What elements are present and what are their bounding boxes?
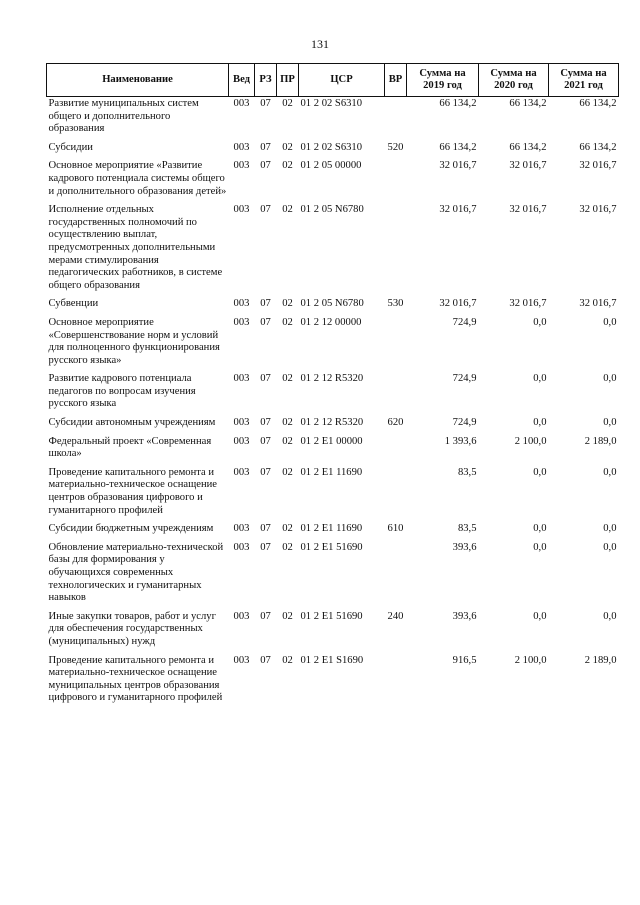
row-sum-2019: 916,5 [452,654,477,666]
row-csr: 01 2 E1 11690 [300,466,363,478]
row-name: Иные закупки товаров, работ и услуг для обеспечения государственных (муниципальных) нужд [48,610,216,647]
budget-table [46,63,619,710]
row-rz: 07 [260,541,271,553]
row-rz: 07 [260,373,271,385]
row-pr: 02 [282,373,293,385]
row-ved: 003 [233,610,250,622]
row-sum-2021: 0,0 [603,417,617,429]
row-vr: 530 [387,298,404,310]
row-vr: 240 [387,610,404,622]
table-row [47,97,619,141]
row-sum-2019: 724,9 [452,316,477,328]
header-sum-2020: Сумма на 2020 год [479,64,549,97]
header-sum-2021: Сумма на 2021 год [549,64,619,97]
row-ved: 003 [233,298,250,310]
row-csr: 01 2 02 S6310 [300,98,363,109]
row-sum-2019: 393,6 [452,610,477,622]
header-sum-2019: Сумма на 2019 год [407,64,479,97]
row-sum-2021: 66 134,2 [579,98,617,109]
row-vr [385,435,407,466]
row-sum-2021: 66 134,2 [579,141,617,153]
row-ved: 003 [233,466,250,478]
row-sum-2020: 32 016,7 [509,298,547,310]
row-pr: 02 [282,466,293,478]
row-sum-2019: 1 393,6 [444,435,477,447]
row-pr: 02 [282,610,293,622]
header-name: Наименование [47,64,229,97]
row-pr: 02 [282,523,293,535]
row-pr: 02 [282,160,293,172]
row-pr: 02 [282,417,293,429]
row-name: Основное мероприятие «Совершенствование норм и условий для полноценного функционирования русского языка» [48,316,220,366]
row-name: Развитие кадрового потенциала педагогов по вопросам изучения русского языка [48,373,196,410]
row-rz: 07 [260,98,271,109]
row-vr [385,97,407,141]
header-rz: РЗ [255,64,277,97]
row-pr: 02 [282,141,293,153]
row-sum-2019: 83,5 [457,466,477,478]
table-row [47,372,619,416]
header-row [47,64,619,97]
row-sum-2020: 0,0 [533,417,547,429]
header-csr: ЦСР [299,64,385,97]
row-name: Обновление материально-технической базы для формирования у обучающихся современных технологических и гуманитарных навыков [48,541,224,604]
row-name: Субсидии [48,141,93,153]
table-header [47,64,619,97]
row-csr: 01 2 E1 51690 [300,610,363,622]
row-sum-2021: 0,0 [603,523,617,535]
row-sum-2019: 32 016,7 [439,204,477,216]
row-sum-2021: 0,0 [603,316,617,328]
row-csr: 01 2 12 00000 [300,316,362,328]
table-row [47,203,619,297]
page-number: 131 [311,37,329,51]
row-csr: 01 2 E1 51690 [300,541,363,553]
row-rz: 07 [260,160,271,172]
row-sum-2020: 0,0 [533,373,547,385]
row-rz: 07 [260,654,271,666]
row-pr: 02 [282,204,293,216]
row-sum-2020: 32 016,7 [509,204,547,216]
row-name: Субсидии бюджетным учреждениям [48,523,214,535]
row-sum-2021: 32 016,7 [579,298,617,310]
row-ved: 003 [233,204,250,216]
row-csr: 01 2 E1 11690 [300,523,363,535]
table-row [47,610,619,654]
row-rz: 07 [260,435,271,447]
row-vr [385,316,407,372]
row-ved: 003 [233,435,250,447]
row-sum-2020: 0,0 [533,523,547,535]
row-ved: 003 [233,373,250,385]
row-ved: 003 [233,417,250,429]
row-sum-2020: 0,0 [533,541,547,553]
table-row [47,466,619,522]
row-sum-2021: 32 016,7 [579,160,617,172]
row-sum-2020: 66 134,2 [509,98,547,109]
row-name: Проведение капитального ремонта и материально-техническое оснащение центров образования цифрового и гуманитарного профилей [48,466,218,516]
table-row [47,541,619,610]
row-rz: 07 [260,466,271,478]
row-sum-2020: 2 100,0 [514,654,547,666]
row-ved: 003 [233,141,250,153]
row-rz: 07 [260,141,271,153]
row-name: Субвенции [48,298,99,310]
header-ved: Вед [229,64,255,97]
table-row [47,297,619,316]
row-ved: 003 [233,654,250,666]
row-name: Развитие муниципальных систем общего и дополнительного образования [48,98,199,135]
row-sum-2020: 0,0 [533,466,547,478]
table-row [47,416,619,435]
row-sum-2021: 2 189,0 [584,435,617,447]
row-sum-2019: 393,6 [452,541,477,553]
row-sum-2020: 0,0 [533,610,547,622]
table-row [47,159,619,203]
row-rz: 07 [260,298,271,310]
table-row [47,141,619,160]
row-vr [385,466,407,522]
row-sum-2020: 32 016,7 [509,160,547,172]
row-csr: 01 2 05 N6780 [300,298,364,310]
row-ved: 003 [233,98,250,109]
row-sum-2021: 0,0 [603,541,617,553]
table-row [47,522,619,541]
row-sum-2019: 724,9 [452,417,477,429]
row-vr [385,654,407,710]
row-pr: 02 [282,316,293,328]
row-rz: 07 [260,523,271,535]
row-sum-2021: 0,0 [603,610,617,622]
row-csr: 01 2 E1 S1690 [300,654,364,666]
row-pr: 02 [282,654,293,666]
row-rz: 07 [260,610,271,622]
row-ved: 003 [233,160,250,172]
row-csr: 01 2 12 R5320 [300,373,364,385]
row-sum-2021: 32 016,7 [579,204,617,216]
row-csr: 01 2 E1 00000 [300,435,363,447]
header-pr: ПР [277,64,299,97]
row-name: Исполнение отдельных государственных полномочий по осуществлению выплат, предусмотренных дополнительными мерами стимулирования педагогических работников, в системе общего образования [48,204,223,291]
row-pr: 02 [282,435,293,447]
row-sum-2019: 66 134,2 [439,98,477,109]
row-vr [385,203,407,297]
row-name: Проведение капитального ремонта и материально-техническое оснащение муниципальных центров образования цифрового и гуманитарного профилей [48,654,223,704]
row-vr [385,372,407,416]
row-sum-2021: 0,0 [603,373,617,385]
row-sum-2020: 2 100,0 [514,435,547,447]
row-sum-2019: 32 016,7 [439,298,477,310]
row-vr [385,159,407,203]
row-rz: 07 [260,417,271,429]
row-name: Основное мероприятие «Развитие кадрового потенциала системы общего и дополнительного образования детей» [48,160,227,197]
row-csr: 01 2 02 S6310 [300,141,363,153]
row-name: Федеральный проект «Современная школа» [48,435,212,460]
row-sum-2020: 0,0 [533,316,547,328]
row-sum-2020: 66 134,2 [509,141,547,153]
row-sum-2021: 2 189,0 [584,654,617,666]
row-pr: 02 [282,98,293,109]
row-vr [385,541,407,610]
row-csr: 01 2 05 00000 [300,160,362,172]
row-csr: 01 2 05 N6780 [300,204,364,216]
row-csr: 01 2 12 R5320 [300,417,364,429]
row-sum-2019: 32 016,7 [439,160,477,172]
row-pr: 02 [282,298,293,310]
row-vr: 620 [387,417,404,429]
row-sum-2019: 66 134,2 [439,141,477,153]
row-vr: 610 [387,523,404,535]
row-sum-2021: 0,0 [603,466,617,478]
row-rz: 07 [260,204,271,216]
row-ved: 003 [233,523,250,535]
row-sum-2019: 724,9 [452,373,477,385]
row-rz: 07 [260,316,271,328]
row-name: Субсидии автономным учреждениям [48,417,216,429]
row-pr: 02 [282,541,293,553]
table-row [47,654,619,710]
header-vr: ВР [385,64,407,97]
table-row [47,316,619,372]
row-ved: 003 [233,541,250,553]
row-sum-2019: 83,5 [457,523,477,535]
row-ved: 003 [233,316,250,328]
row-vr: 520 [387,141,404,153]
table-row [47,435,619,466]
table-body [47,97,619,710]
